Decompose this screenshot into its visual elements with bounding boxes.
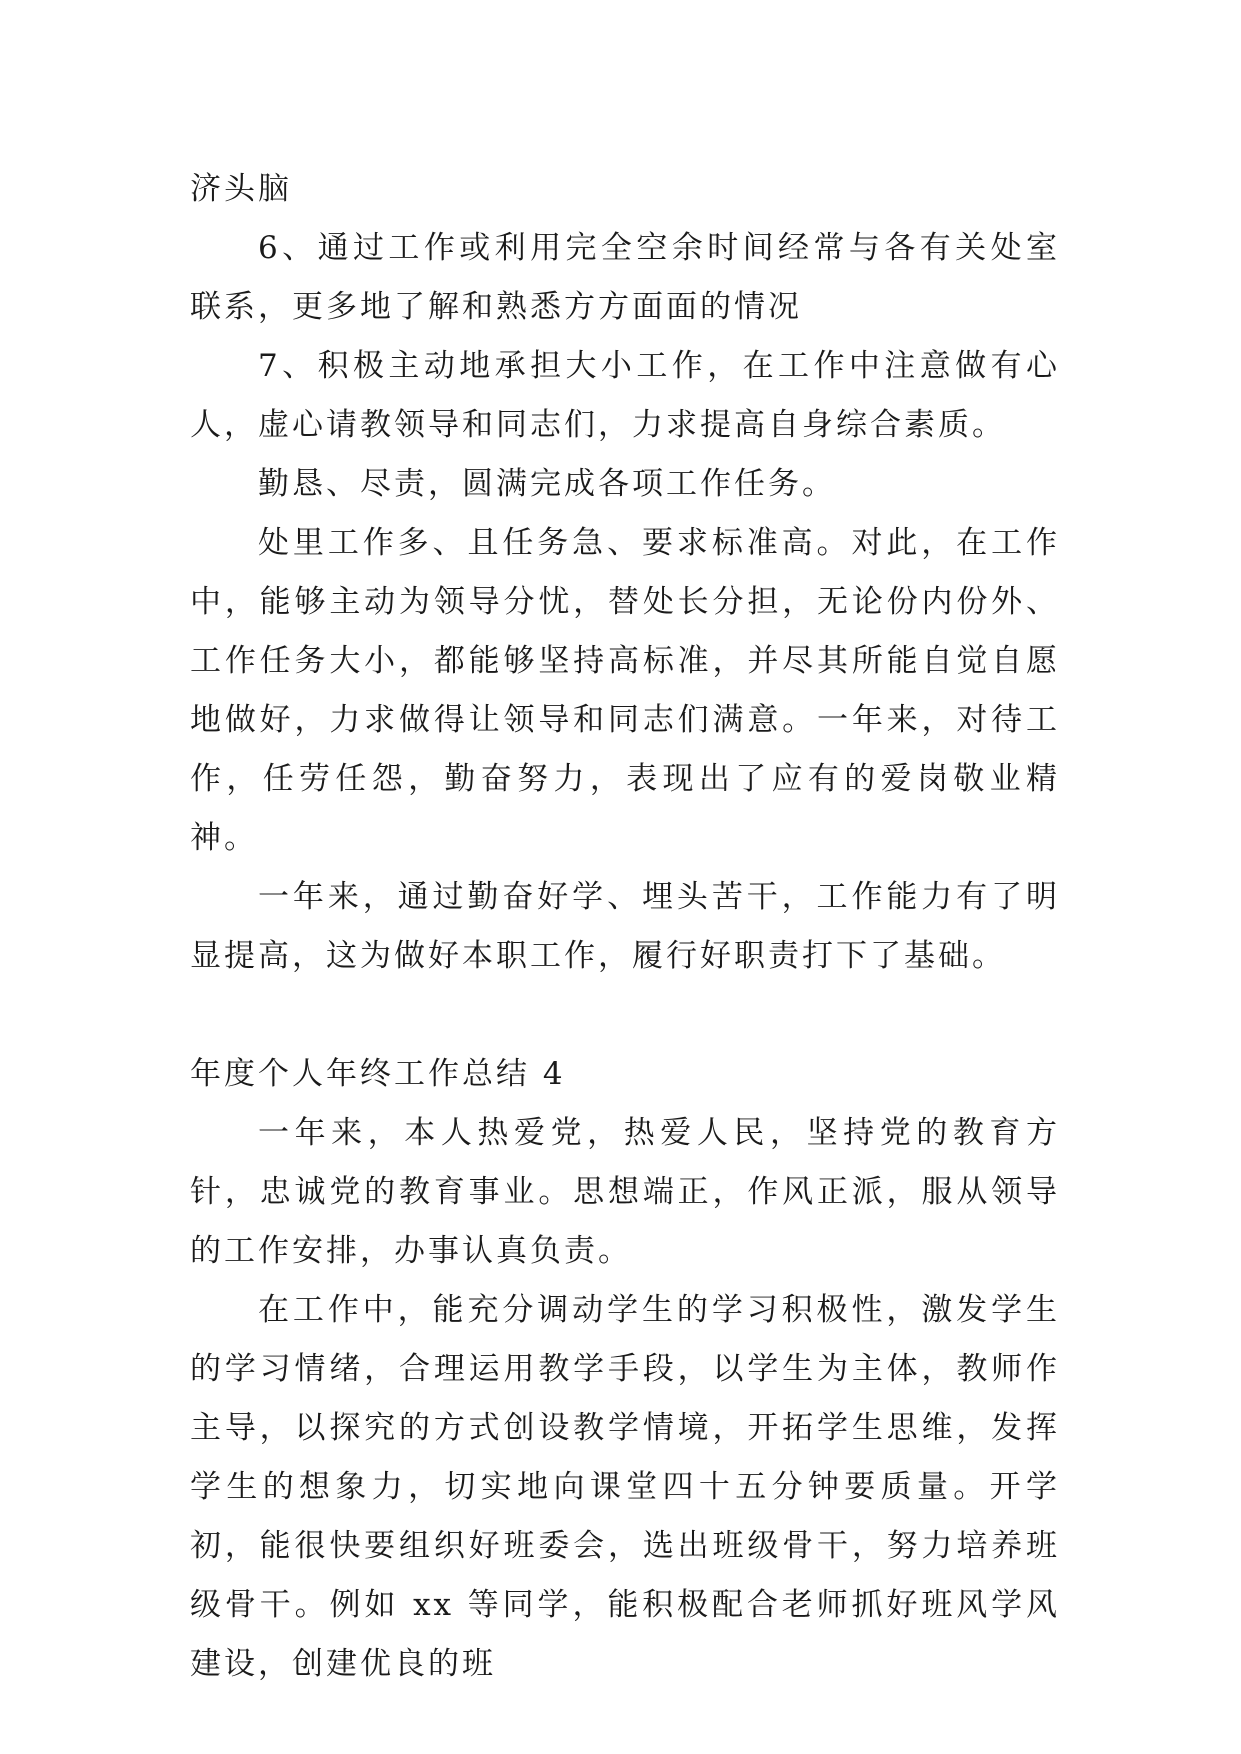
- paragraph: 一年来，通过勤奋好学、埋头苦干，工作能力有了明显提高，这为做好本职工作，履行好职责打下了基础。: [190, 879, 1060, 974]
- paragraph: 处里工作多、且任务急、要求标准高。对此，在工作中，能够主动为领导分忧，替处长分担，无论份内份外、工作任务大小，都能够坚持高标准，并尽其所能自觉自愿地做好，力求做得让领导和同志们满意。一年来，对待工作，任劳任怨，勤奋努力，表现出了应有的爱岗敬业精神。: [190, 525, 1060, 856]
- paragraph: 6、通过工作或利用完全空余时间经常与各有关处室联系，更多地了解和熟悉方方面面的情况: [190, 230, 1060, 325]
- paragraph: 勤恳、尽责，圆满完成各项工作任务。: [258, 466, 836, 502]
- paragraph: 7、积极主动地承担大小工作，在工作中注意做有心人，虚心请教领导和同志们，力求提高自身综合素质。: [190, 348, 1060, 443]
- continued-text: 济头脑: [190, 171, 292, 207]
- paragraph: 一年来，本人热爱党，热爱人民，坚持党的教育方针，忠诚党的教育事业。思想端正，作风正派，服从领导的工作安排，办事认真负责。: [190, 1115, 1060, 1269]
- document-body: [190, 160, 1060, 1694]
- section-heading: 年度个人年终工作总结 4: [190, 1056, 566, 1092]
- paragraph: 在工作中，能充分调动学生的学习积极性，激发学生的学习情绪，合理运用教学手段，以学生为主体，教师作主导，以探究的方式创设教学情境，开拓学生思维，发挥学生的想象力，切实地向课堂四十五分钟要质量。开学初，能很快要组织好班委会，选出班级骨干，努力培养班级骨干。例如 xx 等同学，能积极配合老师抓好班风学风建设，创建优良的班: [190, 1292, 1060, 1682]
